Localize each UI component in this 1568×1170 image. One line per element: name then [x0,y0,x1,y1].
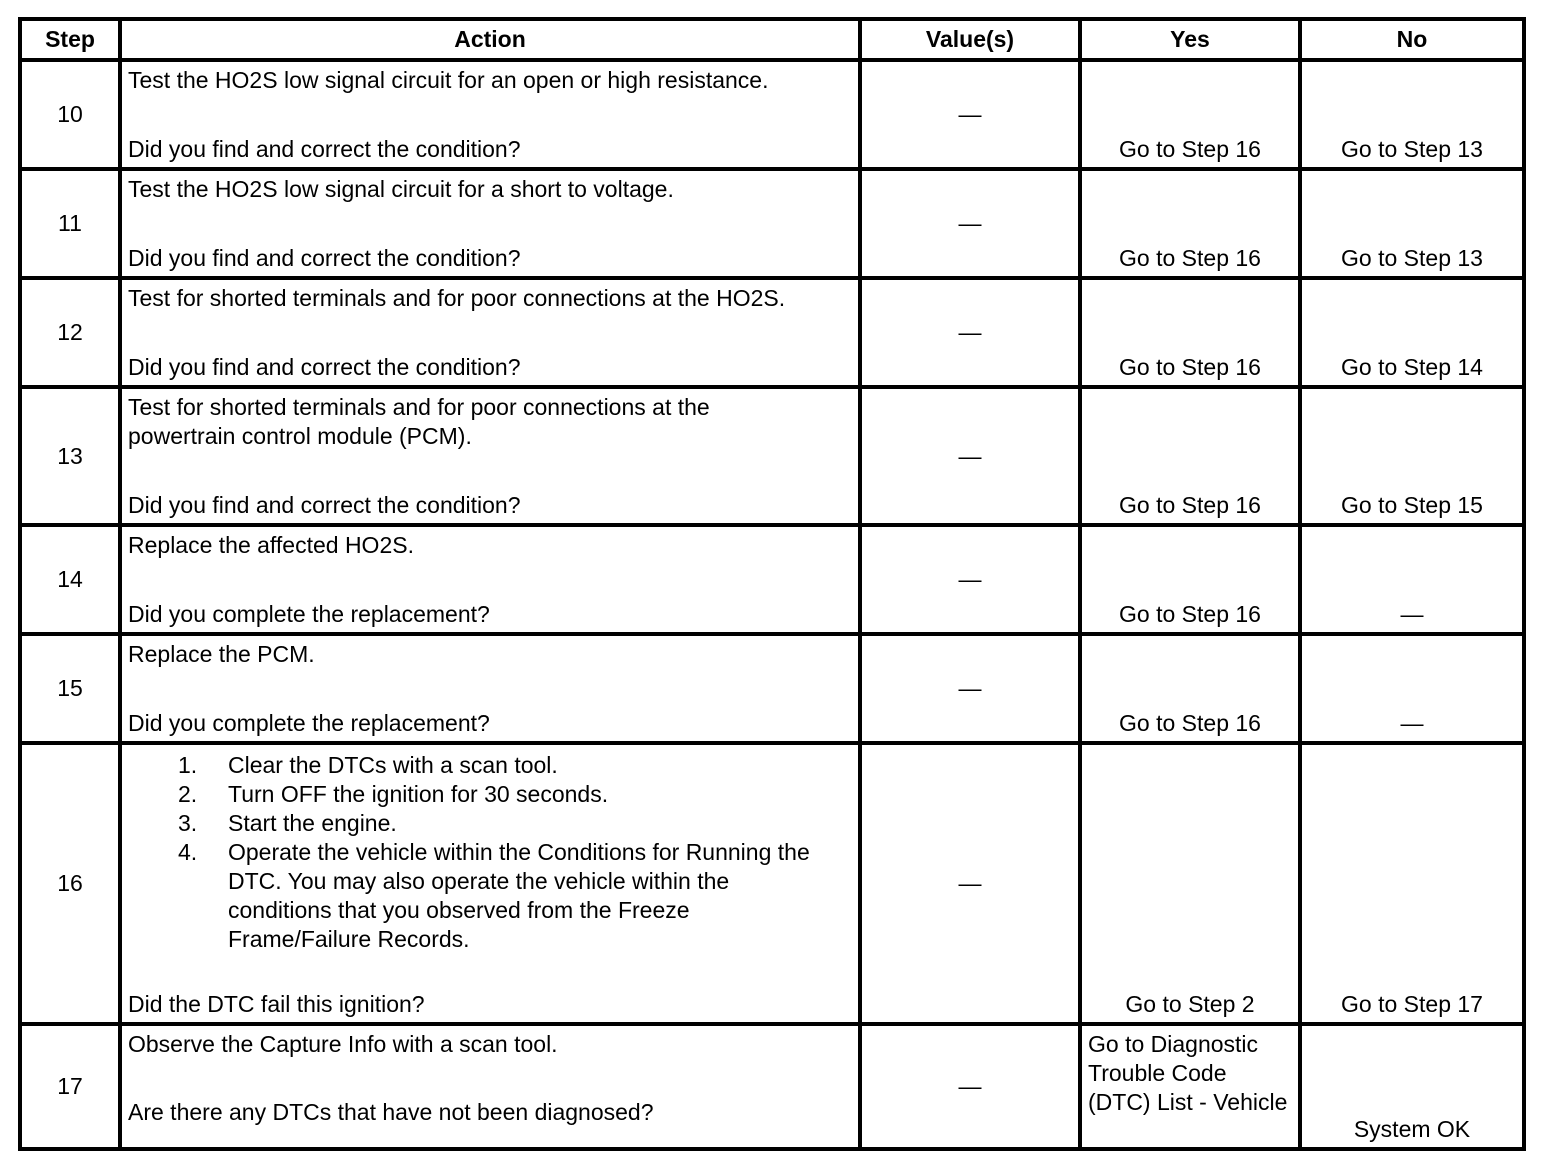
step-number: 16 [20,743,120,1024]
table-row [20,743,1524,1024]
header-row [20,19,1524,60]
action-cell [120,634,860,743]
action-cell [120,387,860,525]
procedure-item-text: Start the engine. [228,810,397,836]
yes-text: Go to Step 16 [1119,136,1261,162]
action-question: Did you find and correct the condition? [128,492,521,518]
yes-cell [1080,634,1300,743]
action-question: Did you find and correct the condition? [128,354,521,380]
step-number: 15 [20,634,120,743]
action-cell [120,278,860,387]
header-action: Action [120,19,860,60]
procedure-item-number: 1. [178,752,198,778]
action-text: Test the HO2S low signal circuit for an open or high resistance. [128,67,769,93]
no-text: Go to Step 13 [1341,136,1483,162]
diagnostic-table [18,17,1526,1151]
value-cell: — [860,387,1080,525]
yes-cell [1080,278,1300,387]
action-text: Test the HO2S low signal circuit for a short to voltage. [128,176,674,202]
yes-text: Go to Step 16 [1119,354,1261,380]
value-cell: — [860,60,1080,169]
value-cell: — [860,169,1080,278]
step-number: 17 [20,1024,120,1149]
no-text: Go to Step 13 [1341,245,1483,271]
table-row [20,525,1524,634]
procedure-item-number: 2. [178,781,198,807]
yes-text: Go to Step 16 [1119,245,1261,271]
yes-cell [1080,169,1300,278]
yes-cell [1080,525,1300,634]
action-text: Replace the PCM. [128,641,315,667]
header-no: No [1300,19,1524,60]
no-cell [1300,525,1524,634]
procedure-item [128,780,828,809]
yes-text: Go to Step 2 [1125,991,1255,1017]
yes-text: Go to Step 16 [1119,492,1261,518]
table-row [20,278,1524,387]
action-cell [120,743,860,1024]
action-question: Are there any DTCs that have not been diagnosed? [128,1099,654,1125]
no-text: Go to Step 14 [1341,354,1483,380]
action-question: Did you find and correct the condition? [128,245,521,271]
procedure-list [128,751,828,954]
no-cell [1300,743,1524,1024]
procedure-item [128,838,828,954]
procedure-list-wrap [128,751,828,954]
action-question: Did the DTC fail this ignition? [128,991,425,1017]
action-cell [120,60,860,169]
yes-text: Go to Diagnostic Trouble Code (DTC) List - Vehicle [1088,1031,1288,1115]
procedure-item [128,751,828,780]
no-text: System OK [1353,1116,1471,1142]
action-question: Did you find and correct the condition? [128,136,521,162]
value-cell: — [860,525,1080,634]
procedure-item [128,809,828,838]
action-text: Test for shorted terminals and for poor connections at the HO2S. [128,285,786,311]
value-cell: — [860,634,1080,743]
procedure-item-text: Operate the vehicle within the Conditions for Running the DTC. You may also operate the vehicle within the conditions that you observed from the Freeze Frame/Failure Records. [228,839,810,952]
action-cell [120,1024,860,1149]
action-question: Did you complete the replacement? [128,601,490,627]
action-question: Did you complete the replacement? [128,710,490,736]
action-text: Observe the Capture Info with a scan tool. [128,1031,558,1057]
no-text: Go to Step 15 [1341,492,1483,518]
value-cell: — [860,743,1080,1024]
table-row [20,1024,1524,1149]
no-cell [1300,634,1524,743]
header-yes: Yes [1080,19,1300,60]
yes-cell [1080,387,1300,525]
procedure-item-number: 3. [178,810,198,836]
no-text: — [1400,601,1424,627]
yes-cell [1080,60,1300,169]
action-cell [120,169,860,278]
value-cell: — [860,278,1080,387]
procedure-item-text: Turn OFF the ignition for 30 seconds. [228,781,609,807]
step-number: 12 [20,278,120,387]
no-cell [1300,169,1524,278]
yes-cell [1080,1024,1300,1149]
procedure-item-text: Clear the DTCs with a scan tool. [228,752,558,778]
header-step: Step [20,19,120,60]
value-cell: — [860,1024,1080,1149]
step-number: 13 [20,387,120,525]
yes-cell [1080,743,1300,1024]
step-number: 10 [20,60,120,169]
table-row [20,169,1524,278]
no-cell [1300,278,1524,387]
no-text: — [1400,710,1424,736]
no-cell [1300,60,1524,169]
table-row [20,634,1524,743]
no-cell [1300,387,1524,525]
yes-text: Go to Step 16 [1119,710,1261,736]
yes-text: Go to Step 16 [1119,601,1261,627]
step-number: 14 [20,525,120,634]
table-row [20,387,1524,525]
no-text: Go to Step 17 [1341,991,1483,1017]
action-text: Test for shorted terminals and for poor connections at the powertrain control module (PCM). [128,394,710,449]
action-text: Replace the affected HO2S. [128,532,414,558]
header-values: Value(s) [860,19,1080,60]
table-row [20,60,1524,169]
no-cell [1300,1024,1524,1149]
step-number: 11 [20,169,120,278]
procedure-item-number: 4. [178,839,198,865]
action-cell [120,525,860,634]
